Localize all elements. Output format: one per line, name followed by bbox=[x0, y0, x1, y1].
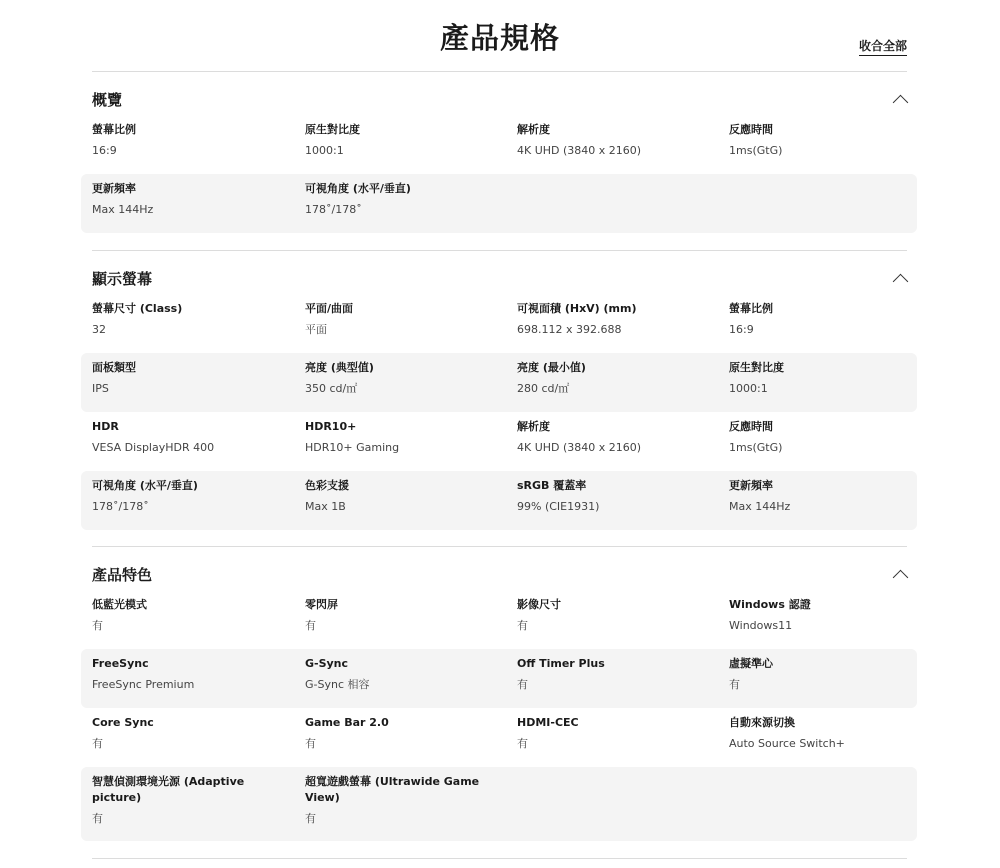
spec-label: 更新頻率 bbox=[729, 479, 773, 492]
spec-value: Max 1B bbox=[305, 500, 346, 513]
spec-row bbox=[81, 115, 917, 174]
spec-item bbox=[305, 419, 505, 456]
spec-row bbox=[81, 412, 917, 471]
spec-label: 低藍光模式 bbox=[92, 598, 147, 611]
spec-label: 可視面積 (HxV) (mm) bbox=[517, 302, 637, 315]
section-divider bbox=[92, 250, 907, 251]
spec-item bbox=[92, 181, 292, 218]
spec-item bbox=[517, 478, 717, 515]
spec-value: IPS bbox=[92, 382, 109, 395]
spec-item bbox=[92, 597, 292, 634]
spec-label: Core Sync bbox=[92, 716, 154, 729]
spec-item bbox=[305, 656, 505, 693]
spec-item bbox=[92, 656, 292, 693]
spec-label: 超寬遊戲螢幕 (Ultrawide Game View) bbox=[305, 775, 480, 804]
spec-item bbox=[729, 597, 929, 634]
spec-label: 面板類型 bbox=[92, 361, 136, 374]
spec-label: HDR bbox=[92, 420, 119, 433]
section-title: 概覽 bbox=[92, 91, 123, 109]
spec-item bbox=[92, 419, 292, 456]
spec-item bbox=[92, 774, 272, 827]
spec-value: 280 cd/㎡ bbox=[517, 382, 570, 395]
spec-label: 影像尺寸 bbox=[517, 598, 561, 611]
spec-row bbox=[81, 294, 917, 353]
spec-item bbox=[517, 656, 717, 693]
spec-value: 1ms(GtG) bbox=[729, 441, 783, 454]
spec-label: 平面/曲面 bbox=[305, 302, 354, 315]
spec-row bbox=[81, 353, 917, 412]
spec-item bbox=[305, 774, 485, 827]
spec-label: sRGB 覆蓋率 bbox=[517, 479, 587, 492]
spec-label: G-Sync bbox=[305, 657, 349, 670]
spec-item bbox=[92, 478, 292, 515]
spec-row bbox=[81, 471, 917, 530]
spec-label: HDR10+ bbox=[305, 420, 357, 433]
spec-item bbox=[305, 122, 505, 159]
spec-row bbox=[81, 174, 917, 233]
spec-value: 有 bbox=[305, 619, 316, 632]
spec-value: 有 bbox=[92, 812, 103, 825]
spec-value: 1000:1 bbox=[729, 382, 768, 395]
spec-item bbox=[305, 597, 505, 634]
spec-label: FreeSync bbox=[92, 657, 149, 670]
chevron-up-icon[interactable] bbox=[893, 570, 909, 586]
spec-value: Max 144Hz bbox=[729, 500, 791, 513]
spec-item bbox=[305, 360, 505, 397]
spec-label: 螢幕比例 bbox=[729, 302, 773, 315]
spec-label: HDMI-CEC bbox=[517, 716, 579, 729]
section-title: 產品特色 bbox=[92, 566, 153, 584]
spec-value: 有 bbox=[517, 737, 528, 750]
spec-item bbox=[305, 478, 505, 515]
spec-item bbox=[92, 360, 292, 397]
spec-item bbox=[729, 360, 929, 397]
spec-label: 可視角度 (水平/垂直) bbox=[305, 182, 411, 195]
spec-item bbox=[729, 478, 929, 515]
spec-row bbox=[81, 590, 917, 649]
section-title: 顯示螢幕 bbox=[92, 270, 153, 288]
spec-label: 更新頻率 bbox=[92, 182, 136, 195]
spec-value: 178˚/178˚ bbox=[305, 203, 362, 216]
spec-row bbox=[81, 708, 917, 767]
chevron-up-icon[interactable] bbox=[893, 274, 909, 290]
spec-label: 可視角度 (水平/垂直) bbox=[92, 479, 198, 492]
spec-value: 99% (CIE1931) bbox=[517, 500, 600, 513]
spec-value: 有 bbox=[92, 619, 103, 632]
spec-label: 解析度 bbox=[517, 420, 550, 433]
collapse-all-link[interactable]: 收合全部 bbox=[859, 37, 907, 56]
spec-value: 1000:1 bbox=[305, 144, 344, 157]
spec-label: 虛擬準心 bbox=[729, 657, 773, 670]
spec-value: 16:9 bbox=[92, 144, 117, 157]
spec-value: 有 bbox=[517, 678, 528, 691]
section-divider bbox=[92, 858, 907, 859]
spec-value: Max 144Hz bbox=[92, 203, 154, 216]
spec-label: 反應時間 bbox=[729, 420, 773, 433]
spec-value: HDR10+ Gaming bbox=[305, 441, 400, 454]
spec-value: 350 cd/㎡ bbox=[305, 382, 358, 395]
spec-value: VESA DisplayHDR 400 bbox=[92, 441, 215, 454]
spec-item bbox=[517, 360, 717, 397]
spec-label: 螢幕尺寸 (Class) bbox=[92, 302, 183, 315]
spec-item bbox=[517, 122, 717, 159]
spec-label: 智慧偵測環境光源 (Adaptive picture) bbox=[92, 775, 245, 804]
spec-label: 亮度 (最小值) bbox=[517, 361, 586, 374]
spec-item bbox=[92, 122, 292, 159]
spec-item bbox=[305, 301, 505, 338]
spec-value: 16:9 bbox=[729, 323, 754, 336]
spec-item bbox=[92, 301, 292, 338]
spec-value: 有 bbox=[305, 812, 316, 825]
spec-item bbox=[305, 715, 505, 752]
spec-value: G-Sync 相容 bbox=[305, 678, 370, 691]
spec-value: FreeSync Premium bbox=[92, 678, 195, 691]
spec-value: 平面 bbox=[305, 323, 327, 336]
spec-item bbox=[729, 122, 929, 159]
spec-value: 有 bbox=[92, 737, 103, 750]
spec-item bbox=[517, 715, 717, 752]
spec-label: 螢幕比例 bbox=[92, 123, 136, 136]
spec-value: 4K UHD (3840 x 2160) bbox=[517, 441, 642, 454]
spec-label: 原生對比度 bbox=[305, 123, 360, 136]
chevron-up-icon[interactable] bbox=[893, 95, 909, 111]
spec-label: 亮度 (典型值) bbox=[305, 361, 374, 374]
spec-label: 色彩支援 bbox=[305, 479, 349, 492]
spec-item bbox=[729, 301, 929, 338]
spec-row bbox=[81, 649, 917, 708]
spec-label: 自動來源切換 bbox=[729, 716, 795, 729]
spec-item bbox=[517, 419, 717, 456]
section-divider bbox=[92, 546, 907, 547]
spec-value: 32 bbox=[92, 323, 106, 336]
spec-value: 698.112 x 392.688 bbox=[517, 323, 622, 336]
spec-value: 178˚/178˚ bbox=[92, 500, 149, 513]
spec-value: 4K UHD (3840 x 2160) bbox=[517, 144, 642, 157]
spec-label: 原生對比度 bbox=[729, 361, 784, 374]
spec-value: Auto Source Switch+ bbox=[729, 737, 845, 750]
spec-item bbox=[92, 715, 292, 752]
spec-label: 反應時間 bbox=[729, 123, 773, 136]
spec-item bbox=[517, 301, 717, 338]
spec-value: 有 bbox=[305, 737, 316, 750]
spec-label: Windows 認證 bbox=[729, 598, 811, 611]
spec-label: Off Timer Plus bbox=[517, 657, 605, 670]
spec-item bbox=[305, 181, 505, 218]
spec-item bbox=[729, 656, 929, 693]
spec-value: 有 bbox=[729, 678, 740, 691]
spec-item bbox=[517, 597, 717, 634]
spec-label: 解析度 bbox=[517, 123, 550, 136]
spec-value: Windows11 bbox=[729, 619, 793, 632]
spec-value: 有 bbox=[517, 619, 528, 632]
spec-row bbox=[81, 767, 917, 841]
section-divider bbox=[92, 71, 907, 72]
page-title: 產品規格 bbox=[439, 21, 560, 55]
spec-item bbox=[729, 715, 929, 752]
spec-item bbox=[729, 419, 929, 456]
spec-label: 零閃屏 bbox=[305, 598, 338, 611]
spec-label: Game Bar 2.0 bbox=[305, 716, 389, 729]
spec-value: 1ms(GtG) bbox=[729, 144, 783, 157]
